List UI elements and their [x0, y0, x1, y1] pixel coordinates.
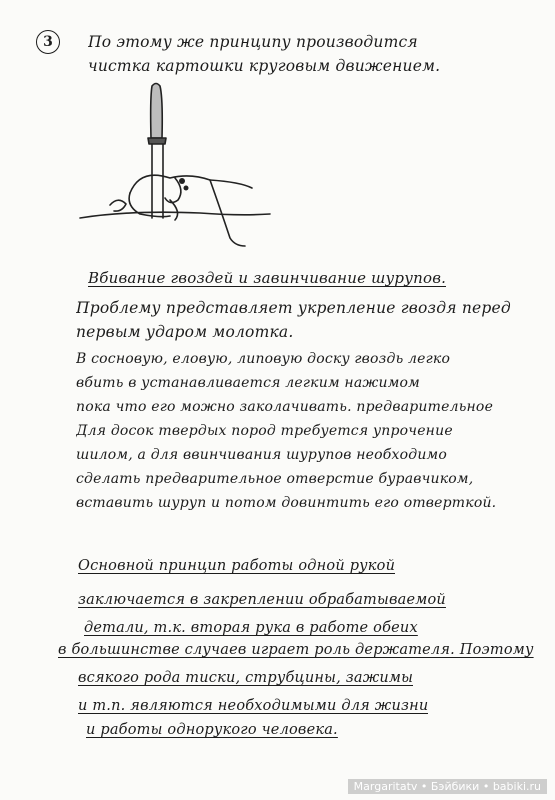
nails-line-7: шилом, а для ввинчивания шурупов необходимо	[76, 447, 447, 463]
nails-line-5: пока что его можно заколачивать. предварительное	[76, 399, 494, 415]
principle-line-2: заключается в закреплении обрабатываемой	[78, 592, 446, 608]
principle-line-1: Основной принцип работы одной рукой	[78, 558, 396, 574]
principle-line-3: детали, т.к. вторая рука в работе обеих	[84, 620, 418, 636]
nails-line-6: Для досок твердых пород требуется упрочение	[76, 423, 453, 439]
watermark: Margaritatv • Бэйбики • babiki.ru	[348, 779, 547, 794]
principle-line-7: и работы однорукого человека.	[86, 722, 338, 738]
intro-line-2: чистка картошки круговым движением.	[88, 57, 441, 75]
item-number-circle: 3	[36, 30, 60, 54]
nails-line-4: вбить в устанавливается легким нажимом	[76, 375, 420, 391]
section-heading: Вбивание гвоздей и завинчивание шурупов.	[88, 269, 447, 287]
intro-line-1: По этому же принципу производится	[88, 33, 418, 51]
nails-line-3: В сосновую, еловую, липовую доску гвоздь легко	[76, 351, 451, 367]
nails-line-9: вставить шуруп и потом довинтить его отверткой.	[76, 495, 497, 511]
hand-with-knife-sketch	[70, 78, 280, 248]
principle-line-5: всякого рода тиски, струбцины, зажимы	[78, 670, 414, 686]
nails-line-8: сделать предварительное отверстие буравчиком,	[76, 471, 474, 487]
nails-line-1: Проблему представляет укрепление гвоздя перед	[76, 299, 511, 317]
principle-line-4: в большинстве случаев играет роль держателя. Поэтому	[58, 642, 534, 658]
nails-line-2: первым ударом молотка.	[76, 323, 294, 341]
principle-line-6: и т.п. являются необходимыми для жизни	[78, 698, 429, 714]
